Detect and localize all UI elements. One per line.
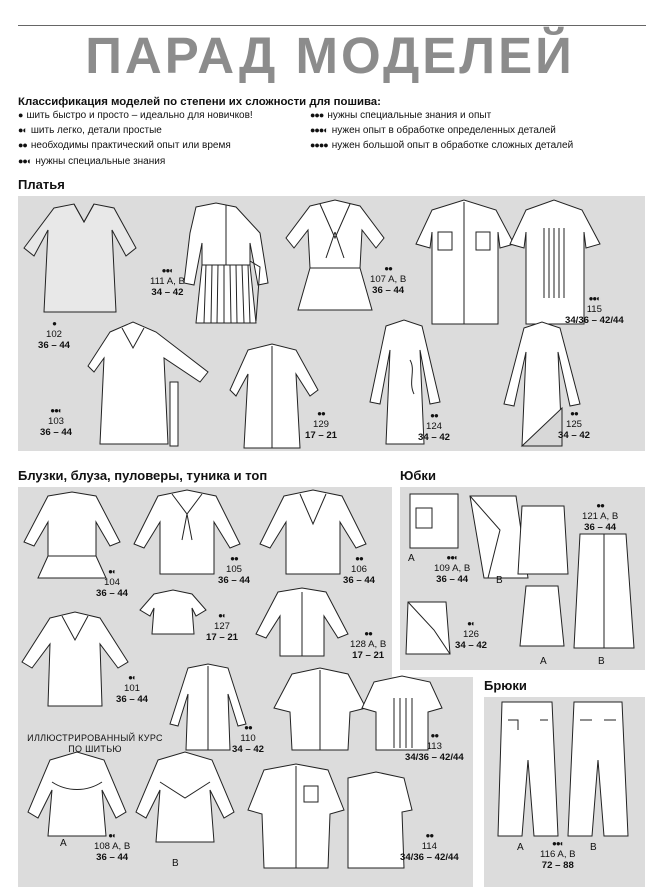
dress-102-sketch (24, 200, 144, 320)
label-105: ●● 105 36 – 44 (218, 554, 251, 586)
legend-item: ● шить быстро и просто – идеально для новичков! (18, 110, 253, 121)
legend-item: ●●● нужны специальные знания и опыт (310, 110, 492, 121)
variant-b-116: B (590, 842, 597, 853)
variant-a-108: A (60, 838, 67, 849)
label-111: ●●◐ 111 A, B 34 – 42 (150, 266, 185, 298)
section-blouses-title: Блузки, блуза, пуловеры, туника и топ (18, 468, 268, 483)
label-125: ●● 125 34 – 42 (558, 409, 591, 441)
legend-item: ●●●● нужен большой опыт в обработке сложных деталей (310, 140, 574, 152)
label-113: ●● 113 34/36 – 42/44 (405, 731, 464, 763)
page-title: ПАРАД МОДЕЛЕЙ (85, 27, 575, 84)
variant-b-121: B (598, 656, 605, 667)
variant-a-109: A (408, 553, 415, 564)
section-trousers-title: Брюки (484, 678, 527, 693)
label-116: ●●◐ 116 A, B 72 – 88 (540, 839, 576, 871)
variant-b-108: B (172, 858, 179, 869)
legend-right (310, 108, 573, 154)
label-121: ●● 121 A, B 36 – 44 (582, 501, 619, 533)
legend-item: ●●●◐ нужен опыт в обработке определенных деталей (310, 125, 556, 137)
blouse-128-sketch (254, 588, 350, 660)
label-103: ●●◐ 103 36 – 44 (40, 406, 73, 438)
label-129: ●● 129 17 – 21 (305, 409, 338, 441)
variant-a-121: A (540, 656, 547, 667)
legend-left (18, 108, 253, 169)
dress-103-sketch (88, 322, 218, 452)
legend-item: ●●◐ нужны специальные знания (18, 155, 166, 167)
legend-item: ●● необходимы практический опыт или время (18, 140, 231, 152)
blouse-114-sketch (244, 764, 414, 874)
label-124: ●● 124 34 – 42 (418, 411, 451, 443)
tunic-101-sketch (20, 612, 130, 710)
dress-111-sketch (176, 203, 276, 328)
classification-title: Классификация моделей по степени их сложности для пошива: (18, 96, 381, 108)
label-127: ●◐ 127 17 – 21 (206, 611, 239, 643)
variant-b-109: B (496, 575, 503, 586)
label-101: ●◐ 101 36 – 44 (116, 673, 149, 705)
course-note: ИЛЛЮСТРИРОВАННЫЙ КУРС ПО ШИТЬЮ (27, 733, 163, 754)
label-115: ●●◐ 115 34/36 – 42/44 (565, 294, 624, 326)
label-109: ●●◐ 109 A, B 36 – 44 (434, 553, 471, 585)
label-102: ● 102 36 – 44 (38, 319, 71, 351)
label-126: ●◐ 126 34 – 42 (455, 619, 488, 651)
trousers-116-sketch (496, 700, 636, 840)
label-114: ●● 114 34/36 – 42/44 (400, 831, 459, 863)
legend-item: ●◐ шить легко, детали простые (18, 125, 162, 137)
dress-107-sketch (280, 198, 390, 318)
label-108: ●◐ 108 A, B 36 – 44 (94, 831, 131, 863)
section-dresses-title: Платья (18, 177, 65, 192)
section-skirts-title: Юбки (400, 468, 436, 483)
blouse-108-sketch (22, 752, 242, 847)
label-106: ●● 106 36 – 44 (343, 554, 376, 586)
label-107: ●● 107 A, B 36 – 44 (370, 264, 407, 296)
label-110: ●● 110 34 – 42 (232, 723, 265, 755)
label-104: ●◐ 104 36 – 44 (96, 567, 129, 599)
top-127-sketch (138, 590, 208, 638)
label-128: ●● 128 A, B 17 – 21 (350, 629, 387, 661)
variant-a-116: A (517, 842, 524, 853)
